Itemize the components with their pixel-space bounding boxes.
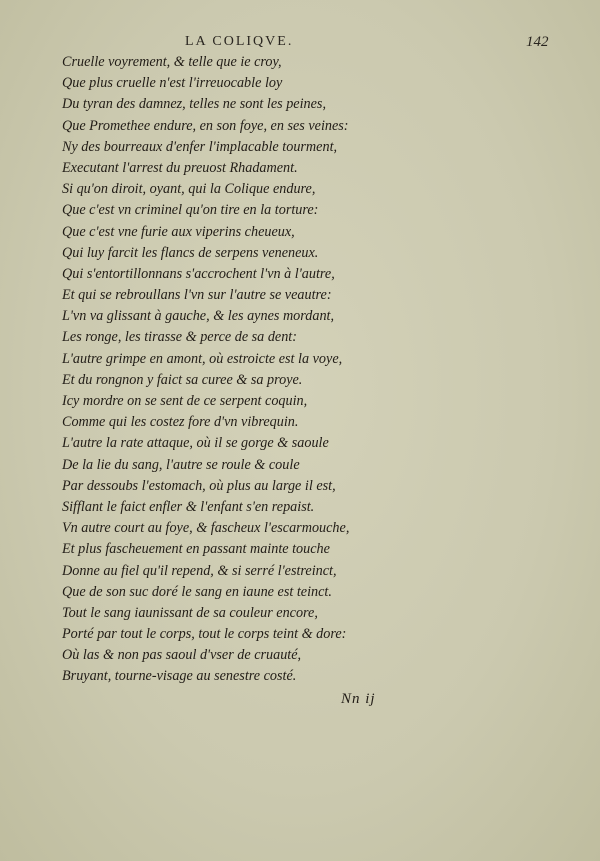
verse-line: Du tyran des damnez, telles ne sont les peines, [62, 96, 326, 113]
verse-line: Et du rongnon y faict sa curee & sa proye. [62, 371, 303, 388]
verse-line: Donne au fiel qu'il repend, & si serré l'estreinct, [62, 562, 337, 579]
verse-line: Qui luy farcit les flancs de serpens veneneux. [62, 244, 319, 261]
running-title: LA COLIQVE. [185, 34, 294, 49]
verse-line: De la lie du sang, l'autre se roule & coule [62, 456, 300, 473]
verse-line: Bruyant, tourne-visage au senestre costé. [62, 668, 297, 685]
verse-line: Sifflant le faict enfler & l'enfant s'en repaist. [62, 498, 315, 515]
signature-mark: Nn ij [341, 691, 376, 707]
verse-line: Tout le sang iaunissant de sa couleur encore, [62, 604, 318, 621]
verse-line: Et plus fascheuement en passant mainte touche [62, 541, 330, 558]
verse-line: Porté par tout le corps, tout le corps teint & dore: [62, 626, 347, 643]
verse-line: Et qui se rebroullans l'vn sur l'autre se veautre: [62, 287, 332, 304]
verse-line: Ny des bourreaux d'enfer l'implacable tourment, [62, 138, 338, 155]
verse-line: Comme qui les costez fore d'vn vibrequin. [62, 414, 299, 431]
page-number: 142 [526, 34, 549, 50]
verse-line: Que de son suc doré le sang en iaune est teinct. [62, 583, 332, 600]
verse-line: Executant l'arrest du preuost Rhadament. [62, 159, 298, 176]
verse-line: L'autre la rate attaque, où il se gorge & saoule [62, 435, 329, 452]
verse-line: Si qu'on diroit, oyant, qui la Colique endure, [62, 181, 316, 198]
verse-line: Les ronge, les tirasse & perce de sa dent: [62, 329, 297, 346]
verse-line: Par dessoubs l'estomach, où plus au large il est, [62, 477, 336, 494]
verse-line: Que c'est vn criminel qu'on tire en la torture: [62, 202, 319, 219]
verse-line: Que Promethee endure, en son foye, en ses veines: [62, 117, 349, 134]
verse-line: Qui s'entortillonnans s'accrochent l'vn à l'autre, [62, 265, 335, 282]
verse-line: Icy mordre on se sent de ce serpent coquin, [62, 393, 308, 409]
verse-line: Que c'est vne furie aux viperins cheueux, [62, 223, 295, 240]
verse-line: Cruelle voyrement, & telle que ie croy, [62, 54, 282, 70]
verse-line: L'autre grimpe en amont, où estroicte est la voye, [62, 350, 343, 367]
verse-line: Que plus cruelle n'est l'irreuocable loy [62, 75, 283, 92]
verse-line: L'vn va glissant à gauche, & les aynes mordant, [62, 308, 335, 325]
verse-line: Où las & non pas saoul d'vser de cruauté, [62, 647, 302, 664]
verse-line: Vn autre court au foye, & fascheux l'escarmouche, [62, 520, 350, 537]
poem-text [62, 52, 542, 688]
